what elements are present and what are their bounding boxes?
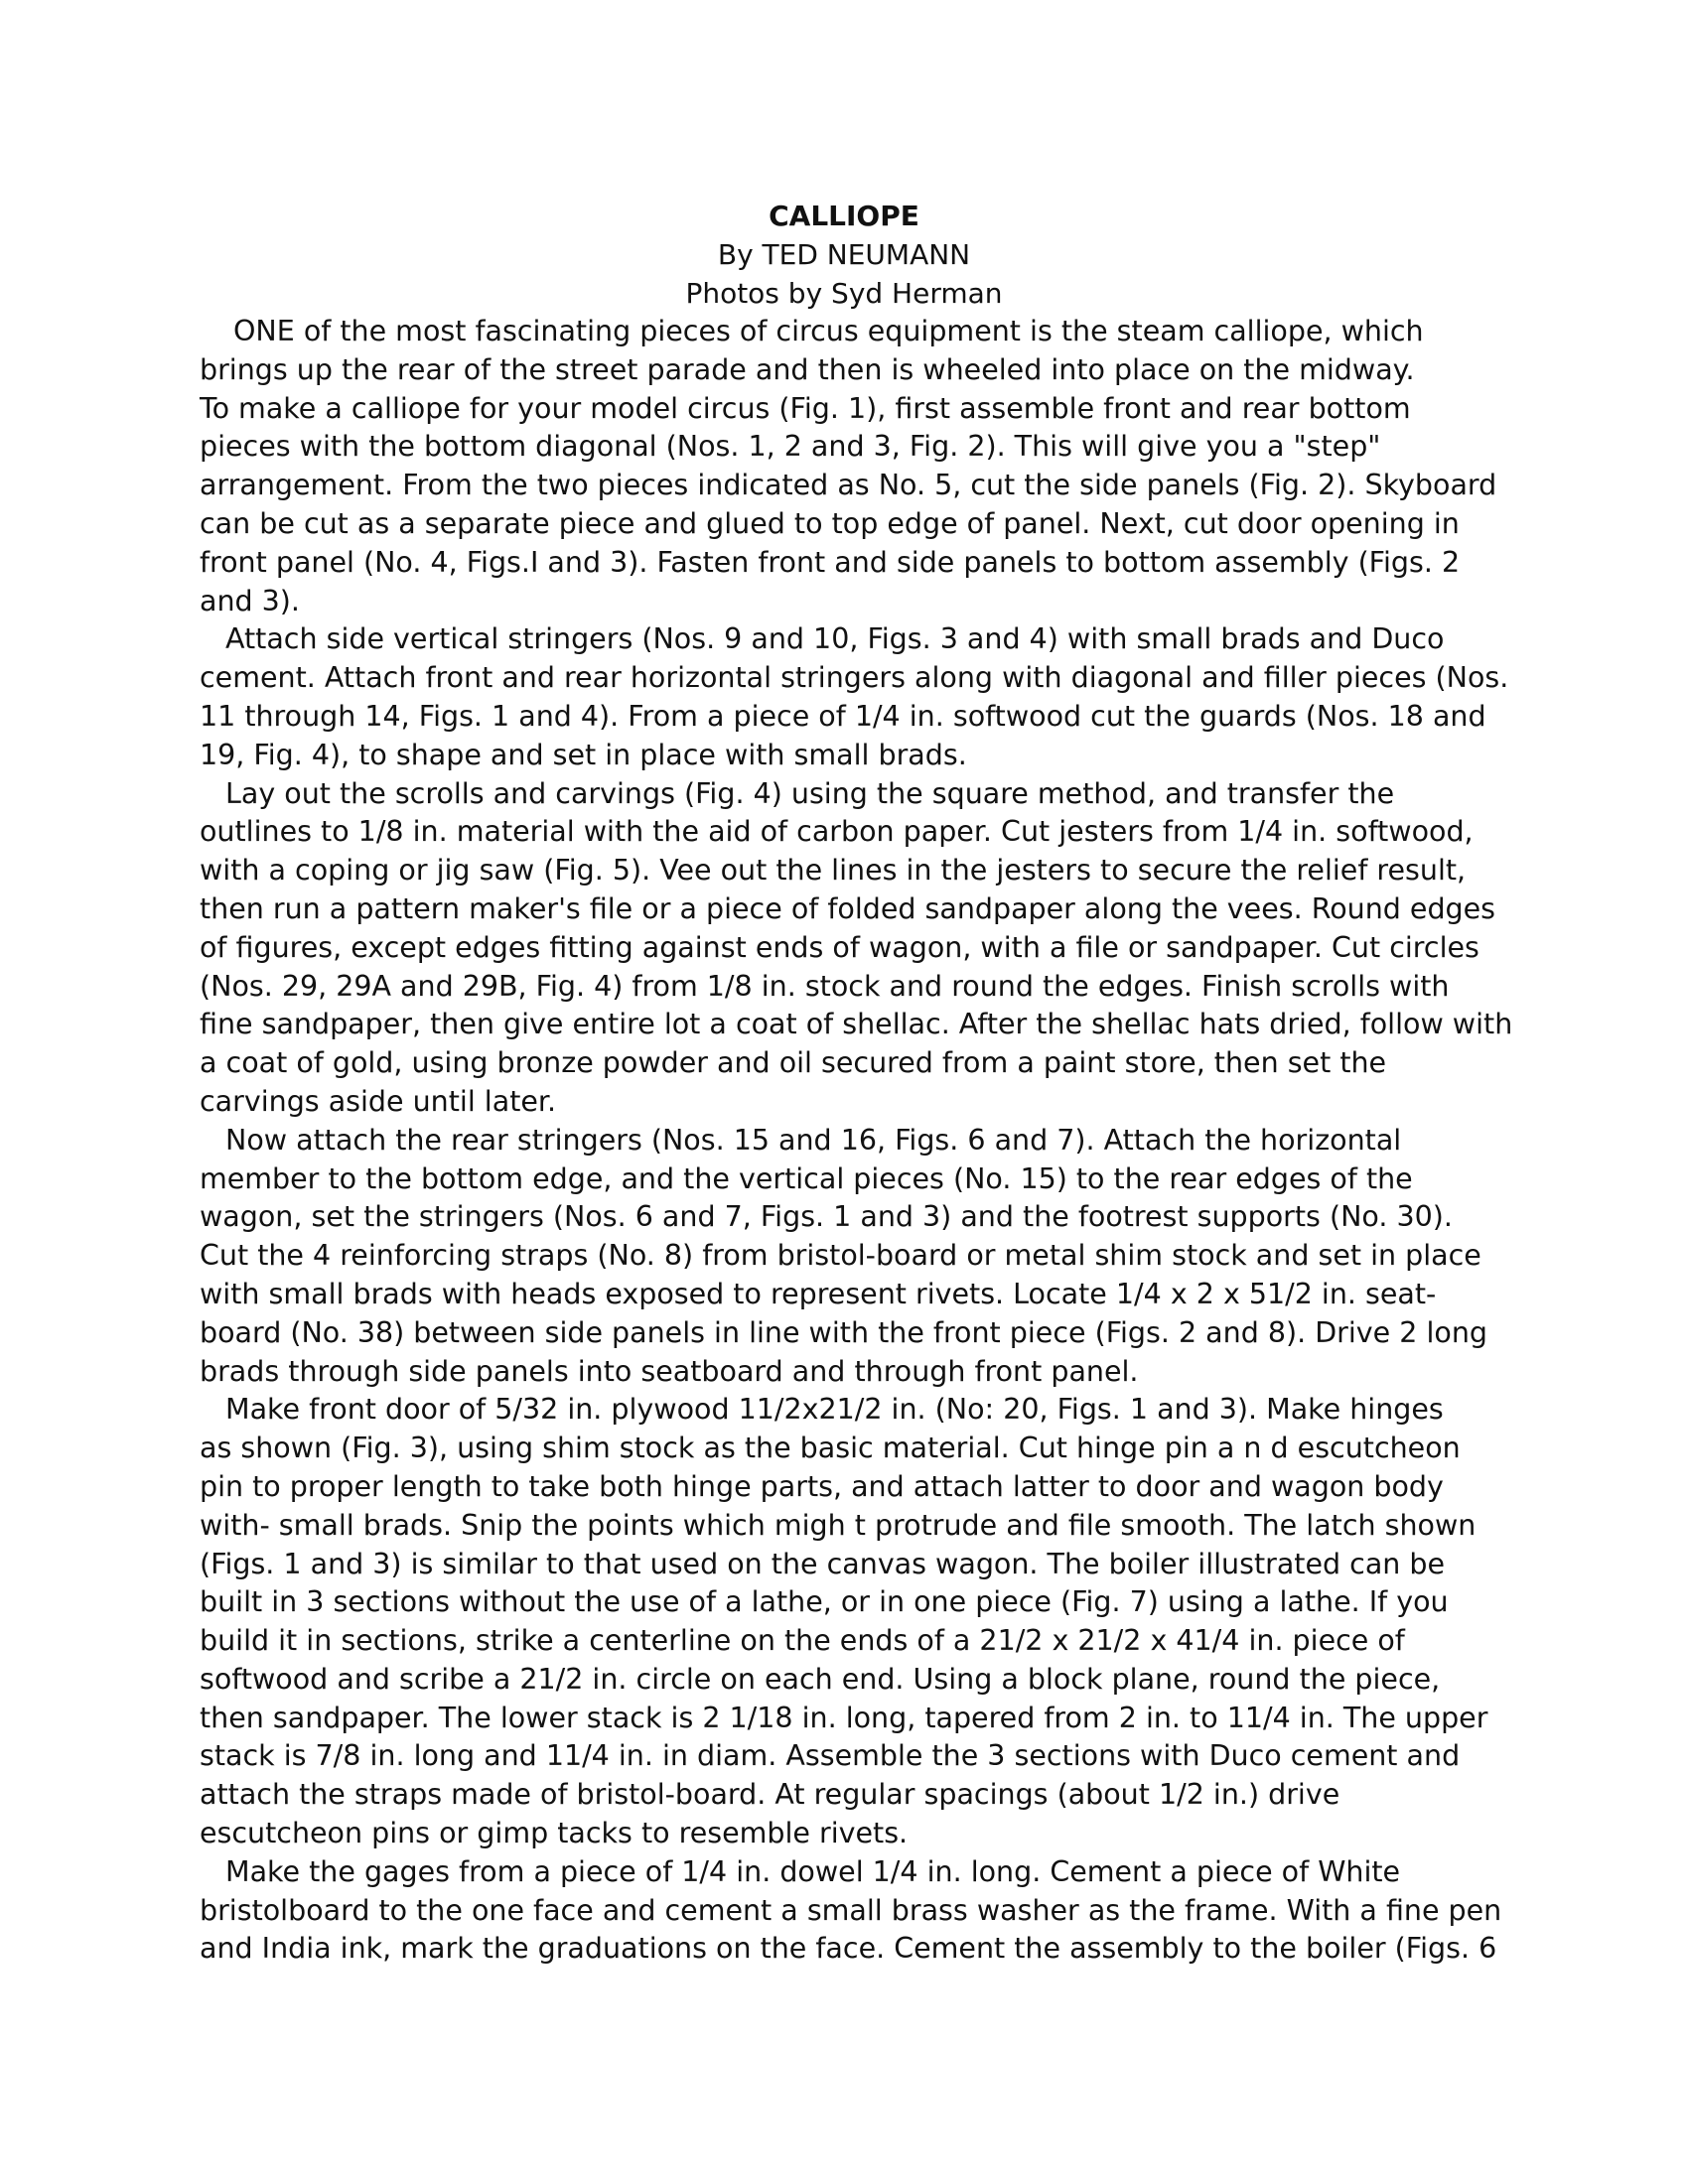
photo-credit: Photos by Syd Herman bbox=[685, 277, 1003, 310]
text-line: front panel (No. 4, Figs.I and 3). Fasten front and side panels to bottom assembly (Figs. 2 bbox=[200, 545, 1461, 579]
text-line: pieces with the bottom diagonal (Nos. 1, 2 and 3, Fig. 2). This will give you a "step" bbox=[200, 430, 1381, 464]
text-line: carvings aside until later. bbox=[200, 1084, 557, 1118]
text-line: pin to proper length to take both hinge parts, and attach latter to door and wagon body bbox=[200, 1469, 1444, 1503]
text-line: as shown (Fig. 3), using shim stock as the basic material. Cut hinge pin a n d escutcheon bbox=[200, 1432, 1461, 1465]
text-line: softwood and scribe a 21/2 in. circle on each end. Using a block plane, round the piece, bbox=[200, 1662, 1441, 1696]
text-line: Make the gages from a piece of 1/4 in. dowel 1/4 in. long. Cement a piece of White bbox=[225, 1854, 1401, 1888]
text-line: and 3). bbox=[200, 584, 300, 617]
text-line: Make front door of 5/32 in. plywood 11/2x21/2 in. (No: 20, Figs. 1 and 3). Make hinges bbox=[225, 1393, 1444, 1427]
text-line: stack is 7/8 in. long and 11/4 in. in diam. Assemble the 3 sections with Duco cement and bbox=[200, 1739, 1461, 1773]
text-line: build it in sections, strike a centerline on the ends of a 21/2 x 21/2 x 41/4 in. piece of bbox=[200, 1624, 1405, 1658]
text-line: 11 through 14, Figs. 1 and 4). From a piece of 1/4 in. softwood cut the guards (Nos. 18 and bbox=[200, 699, 1486, 733]
text-line: (Nos. 29, 29A and 29B, Fig. 4) from 1/8 in. stock and round the edges. Finish scrolls with bbox=[200, 969, 1450, 1003]
text-line: with small brads with heads exposed to represent rivets. Locate 1/4 x 2 x 51/2 in. seat- bbox=[200, 1277, 1437, 1310]
text-line: Cut the 4 reinforcing straps (No. 8) from bristol-board or metal shim stock and set in place bbox=[200, 1239, 1481, 1273]
text-line: cement. Attach front and rear horizontal stringers along with diagonal and filler pieces (Nos. bbox=[200, 661, 1509, 695]
text-line: can be cut as a separate piece and glued to top edge of panel. Next, cut door opening in bbox=[200, 506, 1460, 540]
text-line: arrangement. From the two pieces indicated as No. 5, cut the side panels (Fig. 2). Skyboard bbox=[200, 469, 1497, 502]
text-line: with a coping or jig saw (Fig. 5). Vee out the lines in the jesters to secure the relief result, bbox=[200, 854, 1467, 887]
text-line: of figures, except edges fitting against ends of wagon, with a file or sandpaper. Cut circles bbox=[200, 930, 1479, 964]
text-line: Lay out the scrolls and carvings (Fig. 4) using the square method, and transfer the bbox=[225, 776, 1395, 810]
text-line: fine sandpaper, then give entire lot a coat of shellac. After the shellac hats dried, follow with bbox=[200, 1008, 1513, 1041]
text-line: with- small brads. Snip the points which migh t protrude and file smooth. The latch shown bbox=[200, 1508, 1477, 1542]
text-line: To make a calliope for your model circus (Fig. 1), first assemble front and rear bottom bbox=[200, 391, 1411, 425]
text-line: outlines to 1/8 in. material with the aid of carbon paper. Cut jesters from 1/4 in. softwood, bbox=[200, 815, 1474, 849]
text-line: 19, Fig. 4), to shape and set in place with small brads. bbox=[200, 738, 967, 771]
text-line: and India ink, mark the graduations on the face. Cement the assembly to the boiler (Figs. 6 bbox=[200, 1932, 1497, 1966]
article-title: CALLIOPE bbox=[769, 200, 919, 232]
text-line: wagon, set the stringers (Nos. 6 and 7, Figs. 1 and 3) and the footrest supports (No. 30). bbox=[200, 1200, 1453, 1234]
text-line: brings up the rear of the street parade and then is wheeled into place on the midway. bbox=[200, 352, 1415, 386]
text-line: Now attach the rear stringers (Nos. 15 and 16, Figs. 6 and 7). Attach the horizontal bbox=[225, 1123, 1402, 1157]
article-header bbox=[0, 197, 1688, 313]
text-line: brads through side panels into seatboard and through front panel. bbox=[200, 1354, 1139, 1388]
text-line: then run a pattern maker's file or a piece of folded sandpaper along the vees. Round edges bbox=[200, 891, 1496, 925]
text-line: attach the straps made of bristol-board. At regular spacings (about 1/2 in.) drive bbox=[200, 1778, 1340, 1812]
text-line: a coat of gold, using bronze powder and oil secured from a paint store, then set the bbox=[200, 1046, 1387, 1080]
text-line: then sandpaper. The lower stack is 2 1/18 in. long, tapered from 2 in. to 11/4 in. The upper bbox=[200, 1701, 1488, 1734]
article-byline: By TED NEUMANN bbox=[717, 238, 971, 271]
text-line: bristolboard to the one face and cement a small brass washer as the frame. With a fine pen bbox=[200, 1893, 1502, 1927]
text-line: ONE of the most fascinating pieces of circus equipment is the steam calliope, which bbox=[233, 315, 1424, 347]
text-line: escutcheon pins or gimp tacks to resemble rivets. bbox=[200, 1817, 909, 1850]
text-line: built in 3 sections without the use of a lathe, or in one piece (Fig. 7) using a lathe. If you bbox=[200, 1585, 1449, 1619]
text-line: board (No. 38) between side panels in line with the front piece (Figs. 2 and 8). Drive 2 long bbox=[200, 1315, 1487, 1349]
text-line: (Figs. 1 and 3) is similar to that used on the canvas wagon. The boiler illustrated can be bbox=[200, 1547, 1446, 1580]
article-body bbox=[200, 313, 1513, 1969]
text-line: Attach side vertical stringers (Nos. 9 and 10, Figs. 3 and 4) with small brads and Duco bbox=[225, 622, 1445, 656]
text-line: member to the bottom edge, and the vertical pieces (No. 15) to the rear edges of the bbox=[200, 1161, 1413, 1195]
